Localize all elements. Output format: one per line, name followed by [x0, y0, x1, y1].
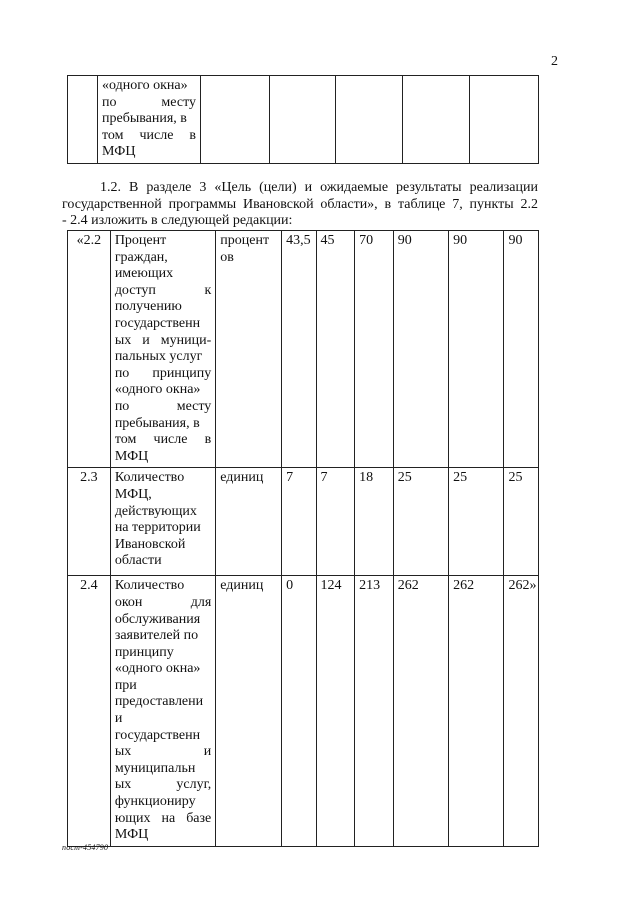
value-cell: 90: [393, 231, 448, 468]
description-line: Процент: [114, 233, 167, 248]
description-line: МФЦ: [114, 448, 149, 464]
paragraph-line: государственной программы Ивановской области», в таблице 7, пункты 2.2: [62, 196, 538, 212]
value-cell: 0: [282, 576, 316, 847]
description-line: пальных услуг: [114, 349, 203, 365]
page-number: 2: [551, 54, 558, 69]
top-table-fragment: [67, 75, 539, 164]
description-line: МФЦ,: [114, 486, 152, 502]
description-line: на территории: [114, 520, 201, 536]
document-code: пост-454790: [62, 843, 109, 852]
description-line: по принципу: [114, 365, 212, 381]
value-cell: 25: [393, 468, 448, 576]
table-row: [68, 231, 539, 468]
unit-line: единиц: [220, 470, 264, 486]
unit-line: единиц: [220, 578, 264, 594]
table-row: [68, 468, 539, 576]
description-cell: [110, 468, 215, 576]
unit-line: процент: [220, 233, 270, 248]
value-cell: 25: [504, 468, 539, 576]
description-line: граждан,: [114, 249, 168, 265]
value-cell: [470, 76, 539, 164]
description-line: обслуживания: [114, 611, 201, 627]
description-line: пребывания, в: [102, 111, 187, 127]
paragraph-line: - 2.4 изложить в следующей редакции:: [62, 213, 293, 229]
table-row: [68, 76, 539, 164]
description-line: том числе в: [102, 127, 196, 143]
value-cell: 43,5: [282, 231, 316, 468]
value-cell: 25: [449, 468, 504, 576]
number-cell: 2.4: [68, 576, 111, 847]
description-line: имеющих: [114, 266, 174, 282]
description-line: Количество: [114, 578, 185, 594]
value-cell: 262»: [504, 576, 539, 847]
description-line: том числе в: [114, 432, 212, 448]
description-line: «одного окна»: [114, 382, 201, 398]
unit-cell: [216, 231, 282, 468]
indicators-table: [67, 230, 539, 847]
description-line: функциониру: [114, 794, 196, 810]
description-line: по месту: [102, 94, 196, 110]
description-line: предоставлени: [114, 694, 204, 710]
description-line: заявителей по: [114, 628, 199, 644]
description-cell: [98, 76, 201, 164]
description-line: области: [114, 553, 162, 569]
value-cell: 124: [316, 576, 355, 847]
description-line: Ивановской: [114, 536, 186, 552]
number-cell: «2.2: [68, 231, 111, 468]
description-line: ых услуг,: [114, 777, 212, 793]
value-cell: 90: [504, 231, 539, 468]
unit-line: ов: [220, 249, 234, 265]
description-line: действующих: [114, 503, 197, 519]
unit-cell: [216, 468, 282, 576]
amendment-paragraph: [62, 180, 538, 230]
description-line: ющих на базе: [114, 810, 212, 826]
description-line: и: [114, 711, 123, 727]
unit-cell: [216, 576, 282, 847]
description-line: МФЦ: [102, 144, 136, 160]
description-line: при: [114, 677, 137, 693]
value-cell: 7: [282, 468, 316, 576]
description-line: ых и муници-: [114, 332, 212, 348]
value-cell: 7: [316, 468, 355, 576]
description-cell: [110, 576, 215, 847]
description-line: пребывания, в: [114, 415, 200, 431]
value-cell: 213: [355, 576, 394, 847]
value-cell: 70: [355, 231, 394, 468]
description-line: МФЦ: [114, 827, 149, 843]
description-line: муниципальн: [114, 760, 196, 776]
description-line: получению: [114, 299, 182, 315]
description-line: принципу: [114, 644, 174, 660]
number-cell: 2.3: [68, 468, 111, 576]
table-row: [68, 576, 539, 847]
description-line: окон для: [114, 594, 212, 610]
description-line: государственн: [114, 727, 201, 743]
description-line: государственн: [114, 315, 201, 331]
description-line: ых и: [114, 744, 212, 760]
value-cell: [336, 76, 403, 164]
description-line: Количество: [114, 470, 185, 486]
paragraph-line: 1.2. В разделе 3 «Цель (цели) и ожидаемые результаты реализации: [100, 180, 538, 195]
description-line: доступ к: [114, 282, 212, 298]
value-cell: 45: [316, 231, 355, 468]
number-cell: [68, 76, 98, 164]
value-cell: [403, 76, 470, 164]
value-cell: 262: [393, 576, 448, 847]
value-cell: 90: [449, 231, 504, 468]
value-cell: 262: [449, 576, 504, 847]
unit-cell: [201, 76, 270, 164]
description-line: «одного окна»: [102, 78, 188, 93]
description-cell: [110, 231, 215, 468]
description-line: «одного окна»: [114, 661, 201, 677]
description-line: по месту: [114, 398, 212, 414]
value-cell: 18: [355, 468, 394, 576]
value-cell: [270, 76, 336, 164]
